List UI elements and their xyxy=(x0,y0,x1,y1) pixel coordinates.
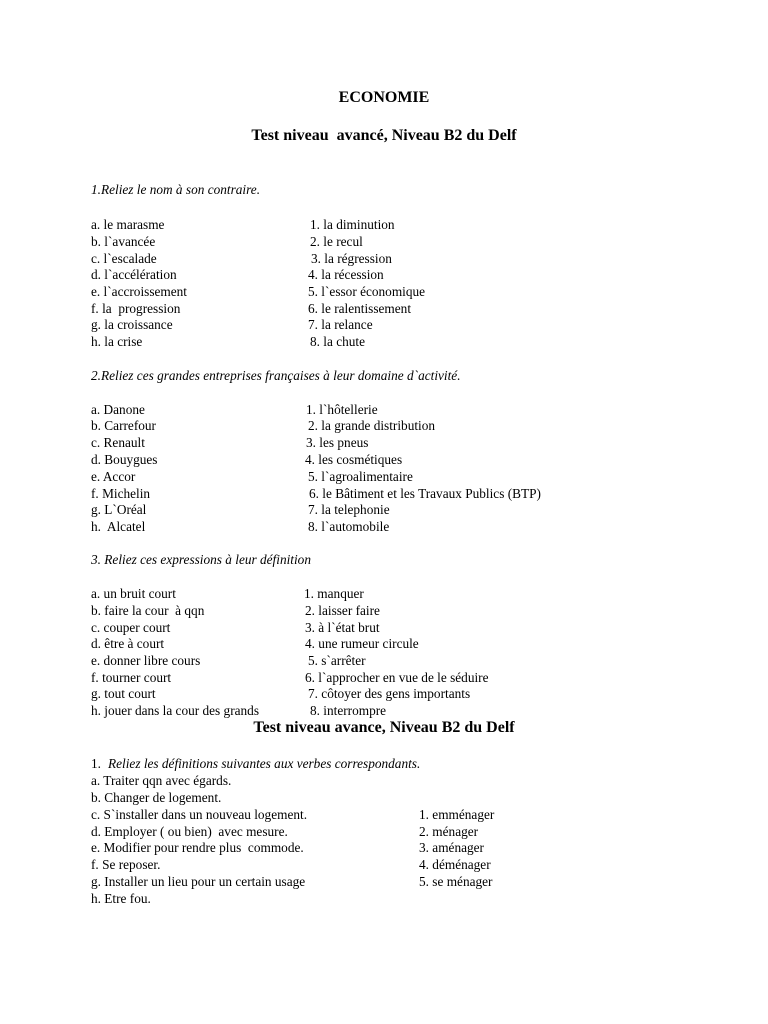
exercise-2-instruction: 2.Reliez ces grandes entreprises françaises à leur domaine d`activité. xyxy=(91,368,461,383)
list-item: h. Etre fou. xyxy=(91,891,151,906)
list-item: g. la croissance xyxy=(91,317,173,332)
list-item: 3. la régression xyxy=(311,251,392,266)
list-item: f. Michelin xyxy=(91,486,151,501)
list-item: e. Modifier pour rendre plus commode. xyxy=(91,840,304,855)
list-item: b. l`avancée xyxy=(91,234,156,249)
list-item: g. L`Oréal xyxy=(91,502,147,517)
list-item: 3. aménager xyxy=(419,840,484,855)
list-item: 7. la relance xyxy=(308,317,373,332)
document-subtitle: Test niveau avancé, Niveau B2 du Delf xyxy=(251,127,517,144)
list-item: d. Bouygues xyxy=(91,452,158,467)
list-item: 1. l`hôtellerie xyxy=(306,402,378,417)
list-item: a. Traiter qqn avec égards. xyxy=(91,773,232,788)
list-item: 4. déménager xyxy=(419,857,491,872)
list-item: c. Renault xyxy=(91,435,145,450)
list-item: d. l`accélération xyxy=(91,267,177,282)
list-item: d. Employer ( ou bien) avec mesure. xyxy=(91,824,288,839)
exercise-1-instruction: 1.Reliez le nom à son contraire. xyxy=(91,182,261,197)
exercise-3-instruction: 3. Reliez ces expressions à leur définition xyxy=(91,552,311,567)
list-item: 7. côtoyer des gens importants xyxy=(308,686,471,701)
list-item: 2. la grande distribution xyxy=(308,418,436,433)
list-item: 4. la récession xyxy=(308,267,384,282)
list-item: 4. les cosmétiques xyxy=(305,452,403,467)
list-item: 5. l`agroalimentaire xyxy=(308,469,413,484)
list-item: b. Carrefour xyxy=(91,418,156,433)
document-subtitle-2: Test niveau avance, Niveau B2 du Delf xyxy=(253,719,515,736)
list-item: 5. l`essor économique xyxy=(308,284,426,299)
list-item: 5. se ménager xyxy=(419,874,493,889)
list-item: 6. le ralentissement xyxy=(308,301,412,316)
list-item: c. l`escalade xyxy=(91,251,157,266)
list-item: f. la progression xyxy=(91,301,181,316)
list-item: b. faire la cour à qqn xyxy=(91,603,205,618)
list-item: a. le marasme xyxy=(91,217,165,232)
list-item: a. un bruit court xyxy=(91,586,176,601)
list-item: h. jouer dans la cour des grands xyxy=(91,703,260,718)
list-item: 1. manquer xyxy=(304,586,364,601)
list-item: f. Se reposer. xyxy=(91,857,161,872)
list-item: b. Changer de logement. xyxy=(91,790,222,805)
list-item: 7. la telephonie xyxy=(308,502,390,517)
list-item: 2. le recul xyxy=(310,234,363,249)
list-item: 6. l`approcher en vue de le séduire xyxy=(305,670,489,685)
list-item: 8. l`automobile xyxy=(308,519,390,534)
list-item: 6. le Bâtiment et les Travaux Publics (BTP) xyxy=(309,486,541,501)
exercise-4-number: 1. xyxy=(91,756,101,771)
list-item: 4. une rumeur circule xyxy=(305,636,419,651)
exercise-4-instruction: Reliez les définitions suivantes aux verbes correspondants. xyxy=(108,756,421,771)
list-item: 3. à l`état brut xyxy=(305,620,380,635)
list-item: 5. s`arrêter xyxy=(308,653,366,668)
list-item: a. Danone xyxy=(91,402,145,417)
list-item: g. Installer un lieu pour un certain usage xyxy=(91,874,306,889)
list-item: 8. interrompre xyxy=(310,703,387,718)
list-item: e. donner libre cours xyxy=(91,653,201,668)
list-item: c. couper court xyxy=(91,620,171,635)
list-item: 2. laisser faire xyxy=(305,603,380,618)
list-item: 1. la diminution xyxy=(310,217,395,232)
list-item: 3. les pneus xyxy=(306,435,369,450)
document-title: ECONOMIE xyxy=(338,89,430,106)
list-item: h. Alcatel xyxy=(91,519,146,534)
list-item: g. tout court xyxy=(91,686,156,701)
list-item: 1. emménager xyxy=(419,807,495,822)
list-item: e. l`accroissement xyxy=(91,284,187,299)
list-item: 8. la chute xyxy=(310,334,366,349)
list-item: h. la crise xyxy=(91,334,143,349)
list-item: d. être à court xyxy=(91,636,165,651)
list-item: 2. ménager xyxy=(419,824,479,839)
list-item: f. tourner court xyxy=(91,670,172,685)
list-item: e. Accor xyxy=(91,469,136,484)
list-item: c. S`installer dans un nouveau logement. xyxy=(91,807,308,822)
